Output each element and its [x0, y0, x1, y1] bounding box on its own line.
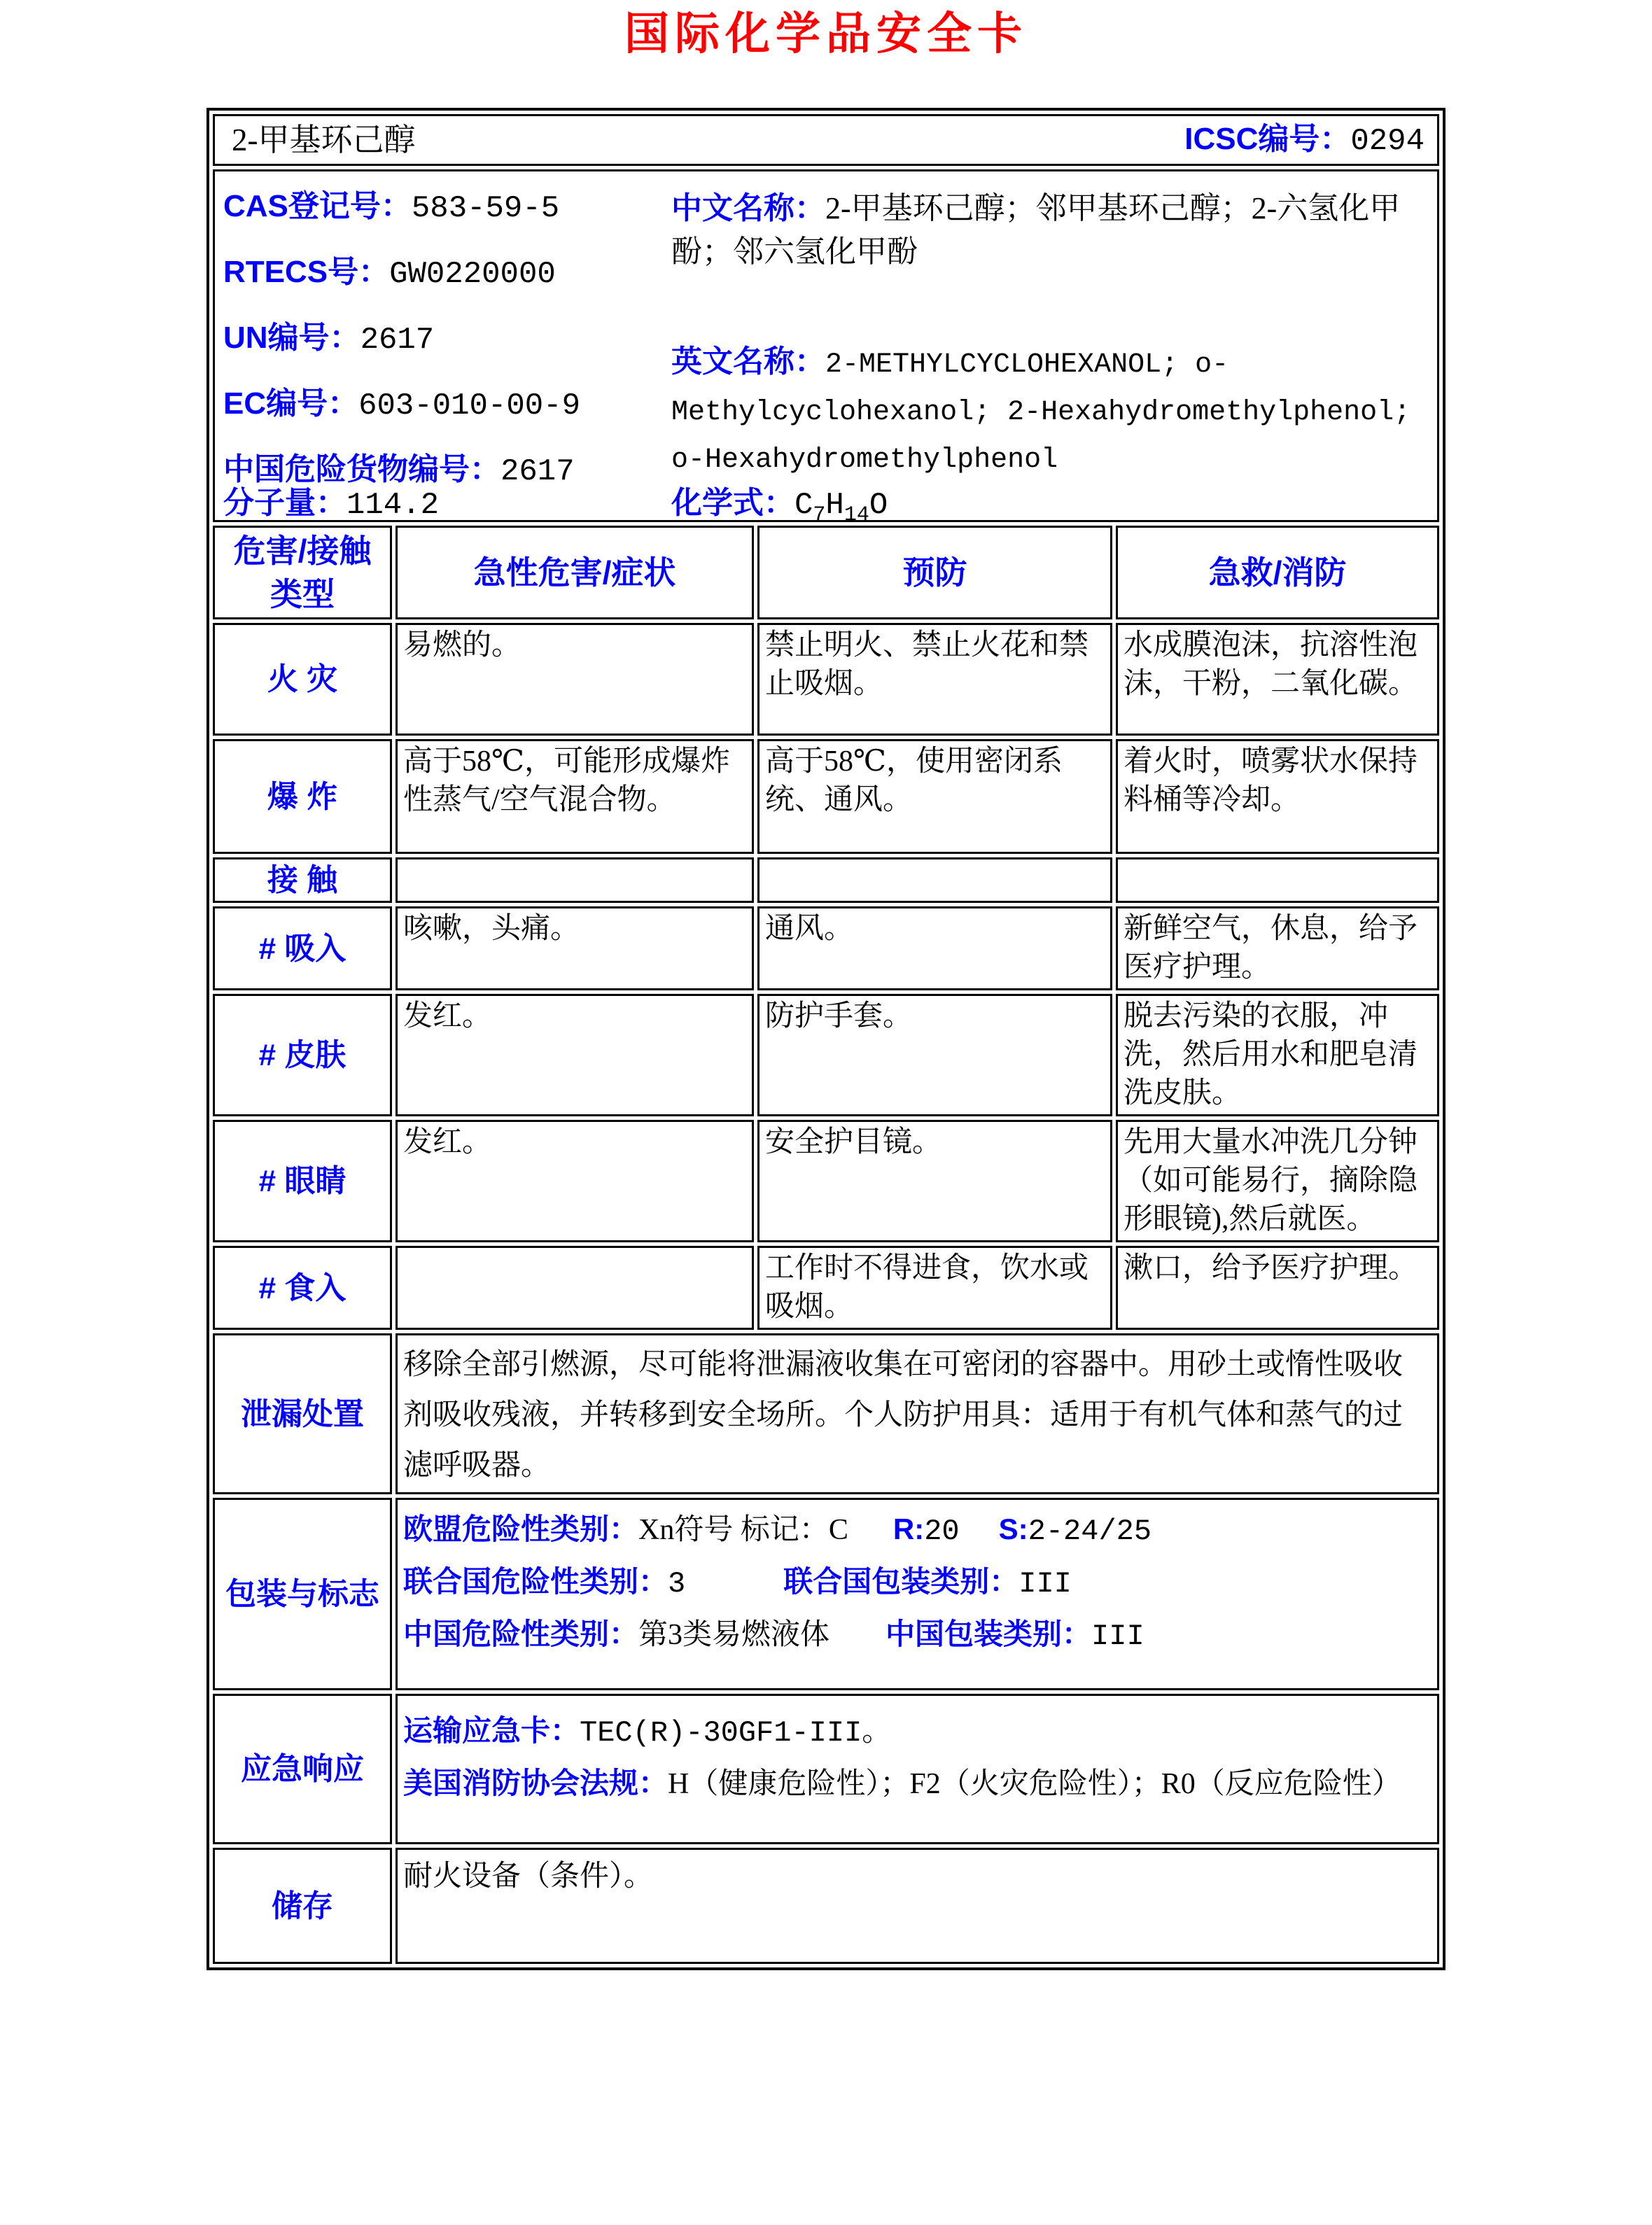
cas-number-line: [223, 188, 580, 227]
packaging-row-label: 包装与标志: [213, 1498, 392, 1690]
contact-firstaid-cell: [1116, 857, 1439, 903]
nfpa-value: H（健康危险性）；F2（火灾危险性）；R0（反应危险性）: [668, 1768, 1401, 1800]
ingestion-prevention-cell: 工作时不得进食，饮水或吸烟。: [757, 1246, 1112, 1330]
spill-row: [213, 1333, 1439, 1494]
ingestion-type-label: # 食入: [213, 1246, 392, 1330]
china-pack-group-label: 中国包装类别：: [886, 1617, 1092, 1650]
china-dg-number-value: 2617: [500, 454, 575, 489]
china-hazard-class-label: 中国危险性类别：: [403, 1617, 639, 1650]
title-bar-row: [213, 114, 1439, 166]
cas-number-label: CAS登记号：: [223, 189, 412, 223]
eyes-type-label: # 眼睛: [213, 1120, 392, 1242]
eyes-prevention-cell: 安全护目镜。: [757, 1120, 1112, 1242]
header-hazard-type: 危害/接触 类型: [213, 526, 392, 619]
icsc-number-value: 0294: [1350, 123, 1424, 159]
contact-row: [213, 857, 1439, 903]
fire-row: [213, 623, 1439, 736]
skin-prevention-cell: 防护手套。: [757, 994, 1112, 1116]
rtecs-number-line: [223, 254, 580, 293]
ingestion-symptoms-cell: [396, 1246, 754, 1330]
nfpa-label: 美国消防协会法规：: [403, 1767, 668, 1799]
inhalation-row: [213, 906, 1439, 990]
contact-prevention-cell: [757, 857, 1112, 903]
molecular-weight: [223, 485, 439, 522]
eu-hazard-class-label: 欧盟危险性类别：: [403, 1512, 639, 1545]
header-prevention: 预防: [757, 526, 1112, 619]
un-number-label: UN编号：: [223, 321, 360, 355]
china-pack-group-value: III: [1091, 1620, 1144, 1653]
contact-type-label: 接 触: [213, 857, 392, 903]
spill-text-cell: 移除全部引燃源，尽可能将泄漏液收集在可密闭的容器中。用砂土或惰性吸收剂吸收残液，并转移到安全场所。个人防护用具：适用于有机气体和蒸气的过滤呼吸器。: [396, 1333, 1439, 1494]
emergency-row: [213, 1694, 1439, 1844]
chinese-name: [671, 187, 1427, 274]
fire-firstaid-cell: 水成膜泡沫，抗溶性泡沫，干粉，二氧化碳。: [1116, 623, 1439, 736]
eyes-symptoms-cell: 发红。: [396, 1120, 754, 1242]
nfpa-line: [403, 1758, 1432, 1809]
un-hazard-class-label: 联合国危险性类别：: [403, 1565, 668, 1598]
title-bar-cell: [213, 114, 1439, 166]
identity-row: [213, 169, 1439, 522]
fire-type-label: 火 灾: [213, 623, 392, 736]
molecular-weight-value: 114.2: [346, 488, 440, 522]
un-pack-group-label: 联合国包装类别：: [783, 1565, 1019, 1598]
skin-firstaid-cell: 脱去污染的衣服，冲洗，然后用水和肥皂清洗皮肤。: [1116, 994, 1439, 1116]
identifier-list: [223, 188, 580, 517]
page-title: 国际化学品安全卡: [624, 8, 1028, 59]
name-block: [671, 187, 1427, 483]
skin-type-label: # 皮肤: [213, 994, 392, 1116]
skin-row: [213, 994, 1439, 1116]
ec-number-line: [223, 386, 580, 424]
eyes-firstaid-cell: 先用大量水冲洗几分钟（如可能易行，摘除隐形眼镜),然后就医。: [1116, 1120, 1439, 1242]
icsc-number-label: ICSC编号：: [1184, 121, 1351, 156]
china-dg-number-label: 中国危险货物编号：: [223, 452, 500, 486]
table-header-row: [213, 526, 1439, 619]
icsc-number: [1184, 120, 1424, 161]
inhalation-prevention-cell: 通风。: [757, 906, 1112, 990]
un-pack-group-value: III: [1018, 1567, 1072, 1601]
storage-text-cell: 耐火设备（条件）。: [396, 1848, 1439, 1964]
contact-symptoms-cell: [396, 857, 754, 903]
ec-number-value: 603-010-00-9: [358, 388, 580, 423]
ingestion-row: [213, 1246, 1439, 1330]
eu-hazard-class-value: Xn符号 标记：C: [638, 1514, 848, 1546]
un-hazard-class-value: 3: [668, 1567, 686, 1601]
explosion-row: [213, 739, 1439, 854]
ec-number-label: EC编号：: [223, 386, 359, 421]
s-phrase-label: S:: [998, 1512, 1028, 1545]
eyes-row: [213, 1120, 1439, 1242]
emergency-content-cell: [396, 1694, 1439, 1844]
tec-card-line: [403, 1706, 1432, 1758]
ingestion-firstaid-cell: 漱口，给予医疗护理。: [1116, 1246, 1439, 1330]
identity-cell: [213, 169, 1439, 522]
skin-symptoms-cell: 发红。: [396, 994, 754, 1116]
chinese-name-value: 2-甲基环己醇；邻甲基环己醇；2-六氢化甲酚；邻六氢化甲酚: [671, 191, 1401, 269]
explosion-symptoms-cell: 高于58℃，可能形成爆炸性蒸气/空气混合物。: [396, 739, 754, 854]
un-number-line: [223, 320, 580, 358]
fire-symptoms-cell: 易燃的。: [396, 623, 754, 736]
rtecs-number-value: GW0220000: [389, 257, 556, 292]
explosion-firstaid-cell: 着火时，喷雾状水保持料桶等冷却。: [1116, 739, 1439, 854]
tec-card-label: 运输应急卡：: [403, 1714, 580, 1747]
chemical-formula: [671, 485, 888, 522]
r-phrase-value: 20: [924, 1515, 960, 1548]
explosion-type-label: 爆 炸: [213, 739, 392, 854]
fire-prevention-cell: 禁止明火、禁止火花和禁止吸烟。: [757, 623, 1112, 736]
un-class-line: [403, 1557, 1432, 1609]
r-phrase-label: R:: [892, 1512, 925, 1545]
packaging-content-cell: [396, 1498, 1439, 1690]
inhalation-firstaid-cell: 新鲜空气，休息，给予医疗护理。: [1116, 906, 1439, 990]
chinese-name-label: 中文名称：: [671, 191, 825, 225]
english-name-value: 2-METHYLCYCLOHEXANOL; o-Methylcyclohexanol; 2-Hexahydromethylphenol; o-Hexahydromethylphenol: [671, 349, 1411, 476]
safety-card-table: [206, 108, 1446, 1970]
molecular-weight-label: 分子量：: [223, 486, 346, 520]
spill-row-label: 泄漏处置: [213, 1333, 392, 1494]
rtecs-number-label: RTECS号：: [223, 255, 390, 289]
china-class-line: [403, 1609, 1432, 1662]
header-firstaid: 急救/消防: [1116, 526, 1439, 619]
inhalation-type-label: # 吸入: [213, 906, 392, 990]
english-name: [671, 339, 1427, 483]
cas-number-value: 583-59-5: [411, 191, 560, 226]
substance-name: 2-甲基环己醇: [232, 122, 416, 157]
eu-hazard-class-line: [403, 1504, 1432, 1557]
china-hazard-class-value: 第3类易燃液体: [638, 1619, 830, 1651]
inhalation-symptoms-cell: 咳嗽，头痛。: [396, 906, 754, 990]
tec-card-value: TEC(R)-30GF1-III。: [580, 1716, 892, 1750]
s-phrase-value: 2-24/25: [1028, 1515, 1152, 1548]
packaging-row: [213, 1498, 1439, 1690]
header-symptoms: 急性危害/症状: [396, 526, 754, 619]
china-dg-number-line: [223, 451, 580, 490]
emergency-row-label: 应急响应: [213, 1694, 392, 1844]
chemical-formula-value: $C_7H_{14}O$: [794, 488, 888, 522]
icsc-page: [0, 10, 1652, 2225]
storage-row: [213, 1848, 1439, 1964]
explosion-prevention-cell: 高于58℃，使用密闭系统、通风。: [757, 739, 1112, 854]
un-number-value: 2617: [360, 323, 435, 358]
storage-row-label: 储存: [213, 1848, 392, 1964]
english-name-label: 英文名称：: [671, 344, 825, 379]
chemical-formula-label: 化学式：: [671, 486, 794, 520]
